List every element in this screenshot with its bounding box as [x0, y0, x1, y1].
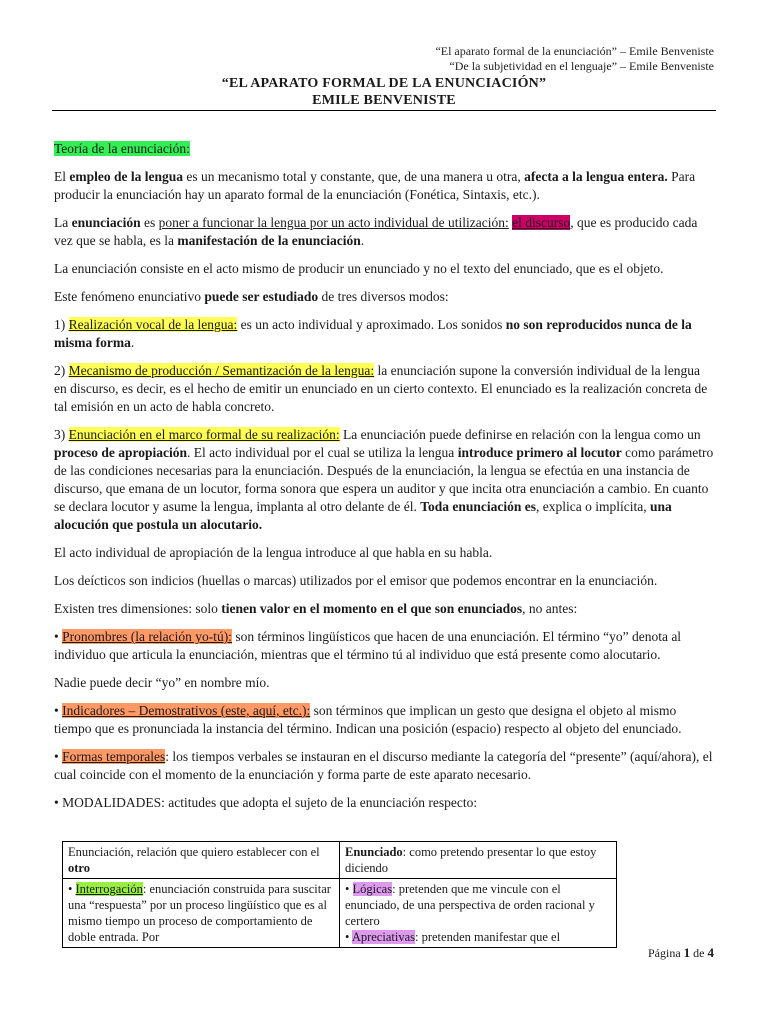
document-body [54, 140, 714, 822]
paragraph-1: El empleo de la lengua es un mecanismo total y constante, que, de una manera u otra, afecta a la lengua entera. Para producir la enunciación hay un aparato formal de la enunciación (Fonética, Sintaxis, etc.). [54, 169, 696, 202]
header-line-1: “El aparato formal de la enunciación” – Emile Benveniste [435, 44, 714, 58]
highlight-mecanismo: Mecanismo de producción / Semantización de la lengua: [68, 363, 375, 378]
paragraph-6: 2) Mecanismo de producción / Semantización de la lengua: la enunciación supone la conversión individual de la lengua en discurso, es decir, es el hecho de emitir un enunciado en un cierto contexto. El enunciado es la realización concreta de tal emisión en un acto de habla concreto. [54, 363, 708, 414]
paragraph-2: La enunciación es poner a funcionar la lengua por un acto individual de utilización: el discurso, que es producido cada vez que se habla, es la manifestación de la enunciación. [54, 215, 698, 248]
highlight-indicadores: Indicadores – Demostrativos (este, aquí, etc.): [62, 703, 311, 718]
bullet-formas-temporales: • Formas temporales: los tiempos verbales se instauran en el discurso mediante la categoría del “presente” (aquí/ahora), el cual coincide con el momento de la enunciación y forma parte de este aparato necesario. [54, 749, 713, 782]
table-cell-interrogacion: • Interrogación: enunciación construida para suscitar una “respuesta” por un proceso lingüístico que es al mismo tiempo un proceso de comportamiento de doble entrada. Por [63, 879, 340, 948]
table-row [63, 879, 617, 948]
highlight-discurso: el discurso [512, 215, 571, 230]
document-title: “EL APARATO FORMAL DE LA ENUNCIACIÓN” [221, 76, 547, 91]
title-rule [52, 110, 716, 111]
section-heading-highlight: Teoría de la enunciación: [54, 141, 190, 156]
paragraph-8: El acto individual de apropiación de la lengua introduce al que habla en su habla. [54, 545, 493, 560]
document-author: EMILE BENVENISTE [312, 93, 456, 108]
highlight-logicas: Lógicas [352, 882, 393, 896]
highlight-pronombres: Pronombres (la relación yo-tú): [62, 629, 232, 644]
modalidades-table [62, 841, 617, 948]
bullet-icon: • [54, 795, 59, 810]
paragraph-5: 1) Realización vocal de la lengua: es un acto individual y aproximado. Los sonidos no son reproducidos nunca de la misma forma. [54, 317, 692, 350]
paragraph-10: Existen tres dimensiones: solo tienen valor en el momento en el que son enunciados, no antes: [54, 601, 578, 616]
paragraph-12: Nadie puede decir “yo” en nombre mío. [54, 675, 270, 690]
bullet-modalidades: • MODALIDADES: actitudes que adopta el sujeto de la enunciación respecto: [54, 795, 478, 810]
header-line-2: “De la subjetividad en el lenguaje” – Emile Benveniste [449, 59, 714, 73]
highlight-marco-formal: Enunciación en el marco formal de su realización: [68, 427, 340, 442]
page-total: 4 [707, 945, 714, 960]
highlight-realizacion-vocal: Realización vocal de la lengua: [68, 317, 238, 332]
bullet-icon: • [54, 629, 59, 644]
bullet-indicadores: • Indicadores – Demostrativos (este, aquí, etc.): son términos que implican un gesto que designa el objeto al mismo tiempo que es pronunciada la instancia del término. Indican una posición (espacio) respecto al objeto del enunciado. [54, 703, 682, 736]
table-header-enunciacion: Enunciación, relación que quiero establecer con el otro [63, 842, 340, 879]
highlight-formas-temporales: Formas temporales [62, 749, 166, 764]
page-footer: Página 1 de 4 [648, 945, 714, 960]
bullet-icon: • [54, 749, 59, 764]
section-heading [54, 140, 714, 158]
paragraph-4: Este fenómeno enunciativo puede ser estudiado de tres diversos modos: [54, 289, 449, 304]
table-cell-logicas: • Lógicas: pretenden que me vincule con el enunciado, de una perspectiva de orden racional y certero • Apreciativas: pretenden manifestar que el [340, 879, 617, 948]
highlight-apreciativas: Apreciativas [351, 930, 415, 944]
paragraph-9: Los deícticos son indicios (huellas o marcas) utilizados por el emisor que podemos encontrar en la enunciación. [54, 573, 658, 588]
bullet-icon: • [54, 703, 59, 718]
highlight-interrogacion: Interrogación [75, 882, 143, 896]
running-header [435, 44, 714, 74]
table-header-enunciado: Enunciado: como pretendo presentar lo que estoy diciendo [340, 842, 617, 879]
page-number: 1 [683, 945, 691, 960]
paragraph-3: La enunciación consiste en el acto mismo de producir un enunciado y no el texto del enunciado, que es el objeto. [54, 261, 664, 276]
bullet-pronombres: • Pronombres (la relación yo-tú): son términos lingüísticos que hacen de una enunciación. El término “yo” denota al individuo que articula la enunciación, mientras que el término tú al individuo que está presente como alocutario. [54, 629, 682, 662]
table-header-row [63, 842, 617, 879]
paragraph-7: 3) Enunciación en el marco formal de su realización: La enunciación puede definirse en relación con la lengua como un proceso de apropiación. El acto individual por el cual se utiliza la lengua introduce primero al locutor como parámetro de las condiciones necesarias para la enunciación. Después de la enunciación, la lengua se efectúa en una instancia de discurso, que emana de un locutor, forma sonora que espera un auditor y que incita otra enunciación a cambio. En cuanto se declara locutor y asume la lengua, implanta al otro delante de él. Toda enunciación es, explica o implícita, una alocución que postula un alocutario. [54, 427, 714, 532]
